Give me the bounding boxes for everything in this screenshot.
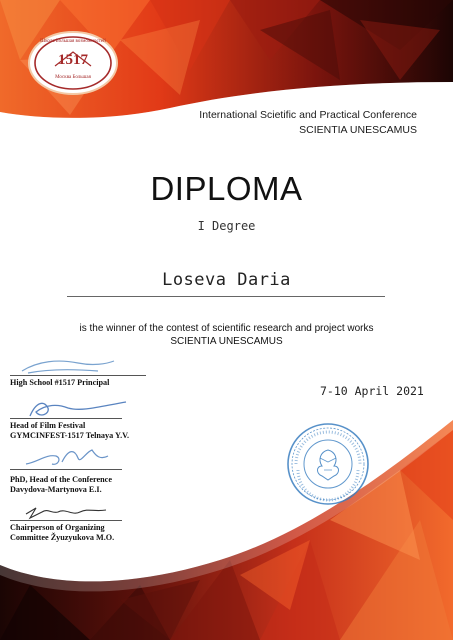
degree-label: I Degree [197,219,256,233]
signature-2-name: GYMCINFEST-1517 Telnaya Y.V. [10,431,130,440]
signature-4-handwriting [22,502,112,522]
logo-top-text: Школа Большая возможностей [40,39,106,44]
signature-3-line [10,469,122,470]
contest-name: SCIENTIA UNESCAMUS [170,336,283,347]
official-stamp [286,422,370,506]
logo-bottom-text: Москва Большая [55,75,91,80]
diploma-title: DIPLOMA [150,170,303,207]
signature-1-title: High School #1517 Principal [10,378,110,387]
winner-statement: is the winner of the contest of scientific research and project works [79,323,374,334]
signature-2-title: Head of Film Festival [10,421,86,430]
signature-3-handwriting [22,444,112,470]
conference-name: International Scietific and Practical Conference [199,109,417,121]
logo-number: 1517 [58,52,88,68]
name-underline [67,296,385,297]
signature-3-name: Davydova-Martynova E.I. [10,485,102,494]
event-date: 7-10 April 2021 [320,384,424,398]
signature-4-line [10,520,122,521]
signature-3-title: PhD, Head of the Conference [10,475,112,484]
signature-4-name: Committee Žyuzyukova M.O. [10,533,115,542]
signature-2-handwriting [22,396,132,420]
signature-1-line [10,375,146,376]
conference-event-name: SCIENTIA UNESCAMUS [299,124,417,136]
signature-1-handwriting [18,355,118,377]
signature-2-line [10,418,122,419]
signature-4-title: Chairperson of Organizing [10,523,105,532]
school-logo [27,30,119,96]
recipient-name: Loseva Daria [162,270,291,290]
